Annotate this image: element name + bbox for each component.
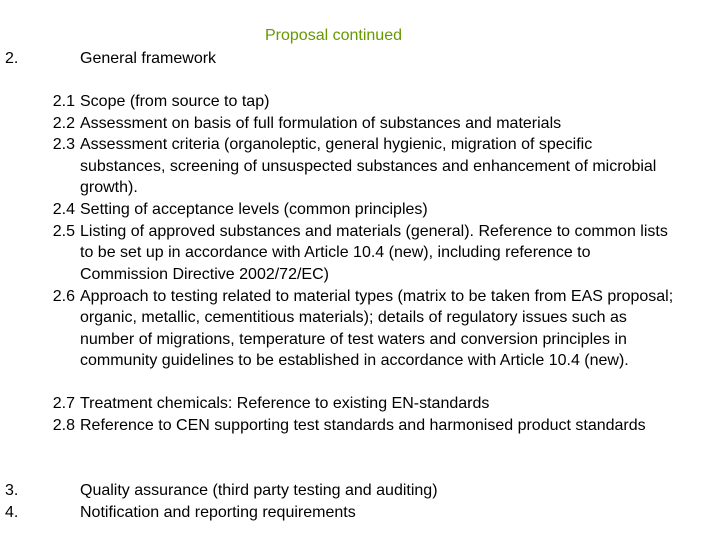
subsection-number: 2.1 bbox=[52, 93, 75, 110]
subsection-text: Treatment chemicals: Reference to existing EN-standards bbox=[80, 395, 490, 412]
section-2-number: 2. bbox=[5, 50, 19, 67]
section-3-text: Quality assurance (third party testing and auditing) bbox=[80, 482, 438, 499]
subsection-text: Assessment on basis of full formulation of substances and materials bbox=[80, 114, 562, 132]
section-4-text: Notification and reporting requirements bbox=[80, 503, 356, 521]
subsection-text: Scope (from source to tap) bbox=[80, 93, 270, 110]
subsection-number: 2.8 bbox=[52, 416, 75, 434]
subsection-number: 2.3 bbox=[52, 136, 75, 153]
subsection-text: Approach to testing related to material types (matrix to be taken from EAS proposal; organic, metallic, cementitious materials); details of regulatory issues such as number of migrations, temperature of test waters and conversion principles in community guidelines to be established in accordance with Article 10.4 (new). bbox=[80, 287, 674, 369]
subsection-number: 2.6 bbox=[52, 287, 75, 305]
section-2-heading: General framework bbox=[80, 50, 217, 67]
subsection-number: 2.2 bbox=[52, 114, 75, 132]
section-4-number: 4. bbox=[5, 503, 19, 521]
subsection-text: Reference to CEN supporting test standards and harmonised product standards bbox=[80, 416, 646, 434]
slide-title: Proposal continued bbox=[265, 27, 402, 44]
subsection-text: Assessment criteria (organoleptic, general hygienic, migration of specific substances, screening of unsuspected substances and enhancement of microbial growth). bbox=[80, 136, 657, 196]
subsection-text: Listing of approved substances and materials (general). Reference to common lists to be set up in accordance with Article 10.4 (new), including reference to Commission Directive 2002/72/EC) bbox=[80, 222, 668, 283]
subsection-text: Setting of acceptance levels (common principles) bbox=[80, 201, 428, 218]
subsection-number: 2.4 bbox=[52, 201, 75, 218]
section-3-number: 3. bbox=[5, 482, 19, 499]
subsection-number: 2.7 bbox=[52, 395, 75, 412]
subsection-number: 2.5 bbox=[52, 222, 75, 240]
